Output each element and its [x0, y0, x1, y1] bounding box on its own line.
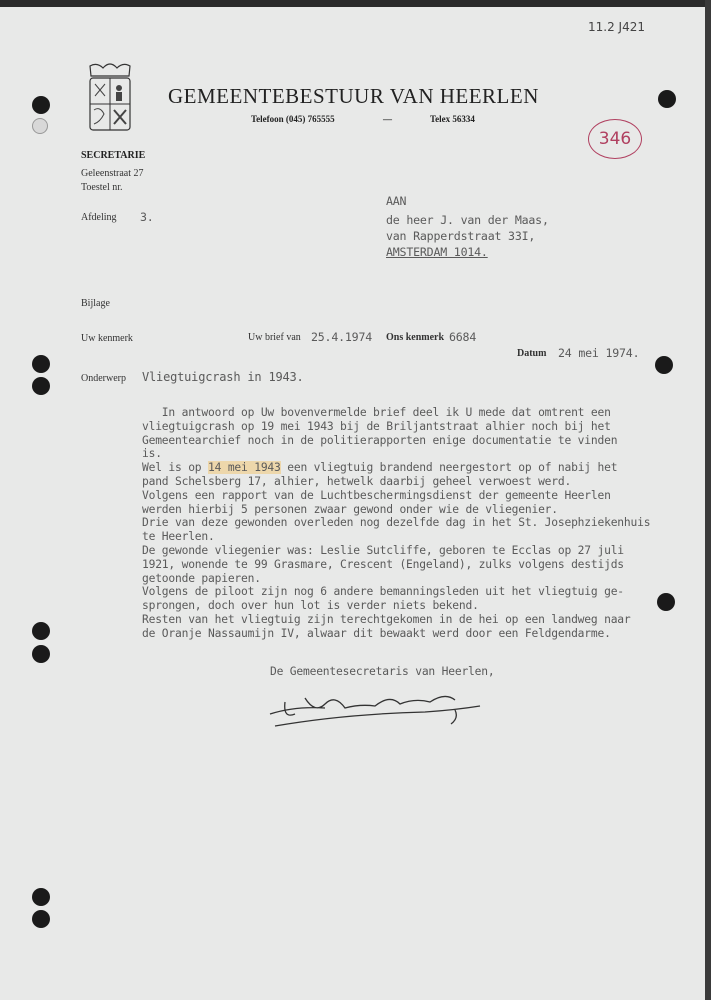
body-line: de Oranje Nassaumijn IV, alwaar dit bewaakt werd door een Feldgendarme.	[142, 626, 611, 640]
body-line: Volgens de piloot zijn nog 6 andere bemanningsleden uit het vliegtuig ge-	[142, 585, 624, 599]
punch-hole	[32, 910, 50, 928]
telex: Telex 56334	[430, 114, 475, 124]
punch-hole	[32, 118, 48, 134]
body-line: sprongen, doch over hun lot is verder niets bekend.	[142, 599, 479, 613]
closing: De Gemeentesecretaris van Heerlen,	[270, 665, 495, 678]
body-line: vliegtuigcrash op 19 mei 1943 bij de Briljantstraat alhier noch bij het	[142, 419, 611, 433]
telefoon: Telefoon (045) 765555	[251, 114, 335, 124]
punch-hole	[657, 593, 675, 611]
punch-hole	[32, 355, 50, 373]
body-line: De gewonde vliegenier was: Leslie Sutcliffe, geboren te Ecclas op 27 juli	[142, 543, 624, 557]
sender-dept: SECRETARIE	[81, 150, 146, 161]
body-line: werden hierbij 5 personen zwaar gewond onder wie de vliegenier.	[142, 502, 558, 516]
signature	[265, 684, 495, 738]
separator: —	[383, 114, 392, 124]
ons-kenmerk-value: 6684	[449, 330, 477, 344]
punch-hole	[32, 622, 50, 640]
sender-address: Geleenstraat 27	[81, 168, 144, 179]
scan-edge-right	[705, 0, 711, 1000]
body-line: te Heerlen.	[142, 530, 215, 544]
bijlage-label: Bijlage	[81, 298, 110, 309]
body-line: Drie van deze gewonden overleden nog dezelfde dag in het St. Josephziekenhuis	[142, 516, 651, 530]
recipient-line: AMSTERDAM 1014.	[386, 245, 488, 259]
afdeling-value: 3.	[140, 210, 154, 224]
recipient-address	[386, 212, 549, 260]
datum-value: 24 mei 1974.	[558, 346, 640, 360]
body-line: Resten van het vliegtuig zijn terechtgekomen in de hei op een landweg naar	[142, 612, 631, 626]
stamp-number: 346	[588, 119, 642, 159]
text: Wel is op	[142, 461, 209, 475]
highlighted-date: 14 mei 1943	[208, 461, 281, 475]
uw-kenmerk-label: Uw kenmerk	[81, 333, 133, 344]
sender-toestel: Toestel nr.	[81, 182, 123, 193]
punch-hole	[32, 888, 50, 906]
recipient-aan: AAN	[386, 194, 407, 208]
ons-kenmerk-label: Ons kenmerk	[386, 332, 445, 343]
body-line: Volgens een rapport van de Luchtbeschermingsdienst der gemeente Heerlen	[142, 488, 611, 502]
uw-brief-label: Uw brief van	[248, 332, 301, 343]
punch-hole	[655, 356, 673, 374]
onderwerp-value: Vliegtuigcrash in 1943.	[142, 370, 304, 384]
coat-of-arms-icon	[85, 62, 135, 134]
body-line: pand Schelsberg 17, alhier, hetwelk daarbij geheel verwoest werd.	[142, 474, 572, 488]
datum-label: Datum	[517, 348, 547, 359]
recipient-line: van Rapperdstraat 33I,	[386, 229, 536, 243]
scan-edge	[0, 0, 711, 7]
body-line: In antwoord op Uw bovenvermelde brief deel ik U mede dat omtrent een	[142, 406, 611, 419]
body-line: 1921, wonende te 99 Grasmare, Crescent (Engeland), zulks volgens destijds	[142, 557, 624, 571]
uw-brief-value: 25.4.1974	[311, 330, 373, 344]
body-line: Gemeentearchief noch in de politierapporten enige documentatie te vinden	[142, 433, 618, 447]
body-line: is.	[142, 447, 162, 461]
punch-hole	[32, 96, 50, 114]
text: een vliegtuig brandend neergestort op of nabij het	[280, 461, 618, 475]
letter-body	[142, 406, 650, 641]
punch-hole	[32, 377, 50, 395]
archive-number: 11.2 J421	[588, 20, 645, 34]
afdeling-label: Afdeling	[81, 212, 117, 223]
punch-hole	[658, 90, 676, 108]
onderwerp-label: Onderwerp	[81, 373, 126, 384]
body-line: getoonde papieren.	[142, 571, 261, 585]
punch-hole	[32, 645, 50, 663]
body-line	[142, 461, 650, 475]
recipient-line: de heer J. van der Maas,	[386, 213, 549, 227]
letterhead-title: GEMEENTEBESTUUR VAN HEERLEN	[168, 84, 539, 108]
